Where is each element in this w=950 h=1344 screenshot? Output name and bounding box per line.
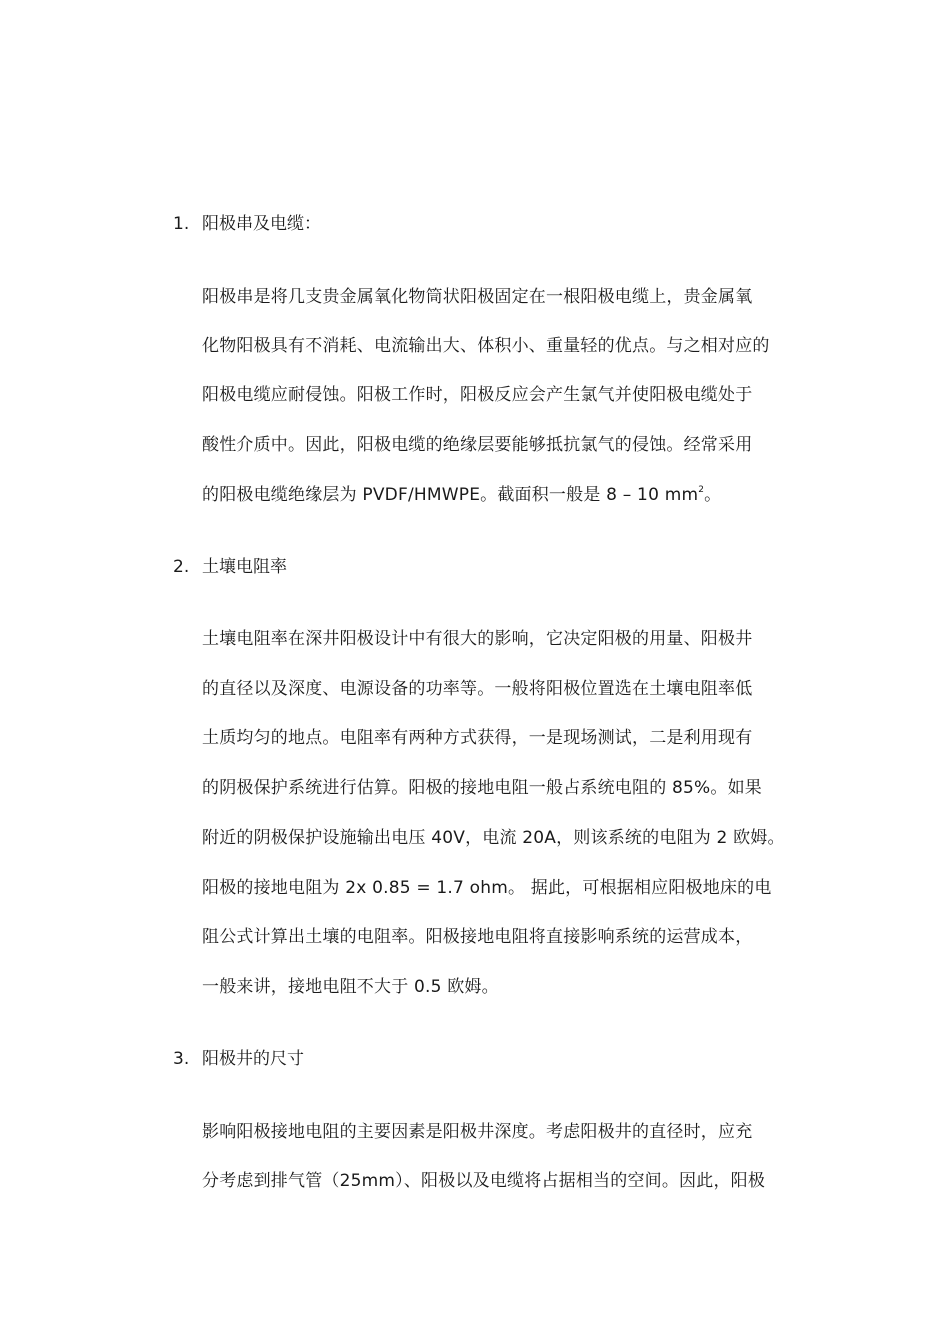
paragraph-line: 阳极电缆应耐侵蚀。阳极工作时，阳极反应会产生氯气并使阳极电缆处于 [202,385,753,405]
section-title: 阳极串及电缆： [202,214,321,234]
paragraph-line: 阳极的接地电阻为 2x 0.85 = 1.7 ohm。 据此，可根据相应阳极地床的电 [202,878,772,898]
paragraph-line: 的直径以及深度、电源设备的功率等。一般将阳极位置选在土壤电阻率低 [202,679,753,699]
section-3-heading [173,1047,304,1071]
paragraph-line: 附近的阴极保护设施输出电压 40V，电流 20A，则该系统的电阻为 2 欧姆。 [202,828,785,848]
paragraph-line: 阳极串是将几支贵金属氧化物筒状阳极固定在一根阳极电缆上，贵金属氧 [202,287,753,307]
section-title: 土壤电阻率 [202,557,287,577]
section-title: 阳极井的尺寸 [202,1049,304,1069]
paragraph-line: 酸性介质中。因此，阳极电缆的绝缘层要能够抵抗氯气的侵蚀。经常采用 [202,435,753,455]
paragraph-line: 一般来讲，接地电阻不大于 0.5 欧姆。 [202,977,499,997]
section-number: 3. [173,1049,190,1069]
paragraph-line [202,483,721,507]
section-1-heading [173,212,321,236]
line-text: 。 [704,485,722,505]
paragraph-line: 化物阳极具有不消耗、电流输出大、体积小、重量轻的优点。与之相对应的 [202,336,770,356]
paragraph-line: 土质均匀的地点。电阻率有两种方式获得，一是现场测试，二是利用现有 [202,728,753,748]
paragraph-line: 的阴极保护系统进行估算。阳极的接地电阻一般占系统电阻的 85%。如果 [202,778,762,798]
section-number: 2. [173,557,190,577]
paragraph-line: 影响阳极接地电阻的主要因素是阳极井深度。考虑阳极井的直径时，应充 [202,1122,753,1142]
section-number: 1. [173,214,190,234]
paragraph-line: 分考虑到排气管（25mm）、阳极以及电缆将占据相当的空间。因此，阳极 [202,1171,766,1191]
paragraph-line: 土壤电阻率在深井阳极设计中有很大的影响，它决定阳极的用量、阳极井 [202,629,753,649]
line-text: 的阳极电缆绝缘层为 PVDF/HMWPE。截面积一般是 8 – 10 mm [202,485,699,505]
section-2-heading [173,555,287,579]
superscript: 2 [698,485,705,495]
paragraph-line: 阻公式计算出土壤的电阻率。阳极接地电阻将直接影响系统的运营成本， [202,927,753,947]
